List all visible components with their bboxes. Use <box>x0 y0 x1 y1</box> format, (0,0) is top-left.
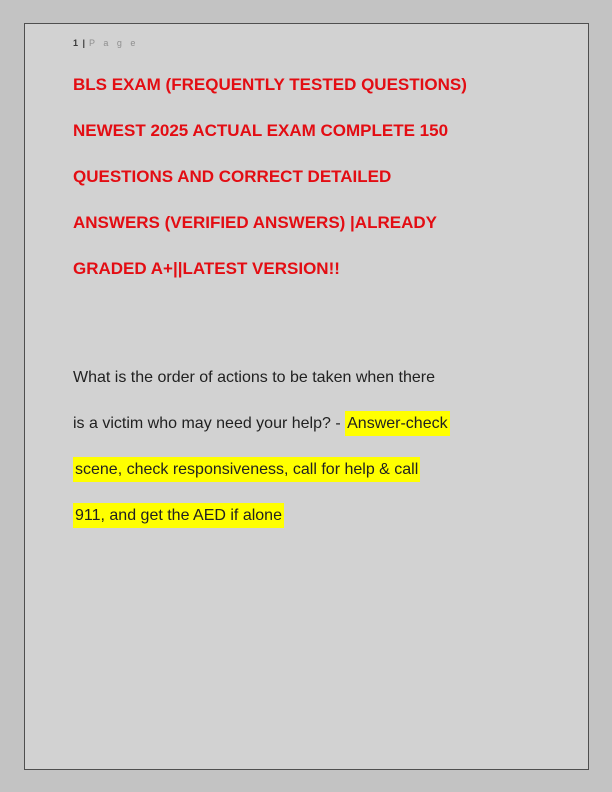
page-number: 1 | <box>73 38 87 48</box>
page-header-label: P a g e <box>89 38 139 48</box>
question-answer-paragraph <box>73 355 578 539</box>
document-page <box>24 23 589 770</box>
page-header <box>73 37 138 49</box>
answer-highlighted-text: Answer-check scene, check responsiveness, call for help & call 911, and get the AED if alone <box>73 411 450 528</box>
question-text: What is the order of actions to be taken when there is a victim who may need your help? - <box>73 369 435 432</box>
document-title: BLS EXAM (FREQUENTLY TESTED QUESTIONS) NEWEST 2025 ACTUAL EXAM COMPLETE 150 QUESTIONS AND CORRECT DETAILED ANSWERS (VERIFIED ANSWERS) |ALREADY GRADED A+||LATEST VERSION!! <box>73 75 467 278</box>
